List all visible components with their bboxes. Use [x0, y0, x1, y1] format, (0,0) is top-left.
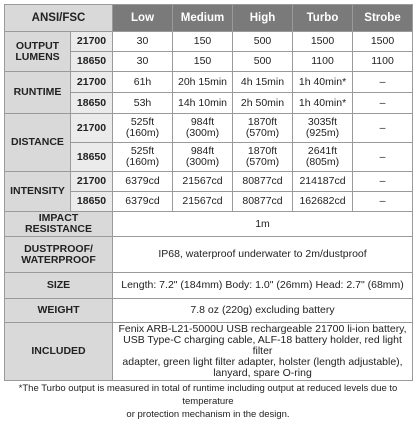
waterproof-value: IP68, waterproof underwater to 2m/dustproof	[113, 237, 413, 273]
distance-m: (570m)	[245, 127, 280, 139]
included-value	[113, 323, 413, 381]
distance-value	[113, 114, 173, 143]
runtime-value: 20h 15min	[173, 72, 233, 93]
battery-label: 21700	[71, 114, 113, 143]
header-corner: ANSI/FSC	[5, 5, 113, 32]
included-line: lanyard, spare O-ring	[213, 367, 312, 379]
distance-ft: 984ft	[190, 145, 215, 157]
distance-value	[293, 114, 353, 143]
battery-label: 18650	[71, 52, 113, 72]
weight-label: WEIGHT	[5, 299, 113, 323]
battery-label: 18650	[71, 192, 113, 212]
waterproof-label: DUSTPROOF/ WATERPROOF	[5, 237, 113, 273]
intensity-value: 80877cd	[233, 172, 293, 192]
distance-ft: –	[379, 150, 386, 163]
header-mode-low: Low	[113, 5, 173, 32]
runtime-value: –	[353, 93, 413, 114]
header-mode-strobe: Strobe	[353, 5, 413, 32]
distance-m: (160m)	[125, 127, 160, 139]
included-line: USB Type-C charging cable, ALF-18 battery holder, red light filter	[123, 334, 402, 357]
intensity-value: 21567cd	[173, 172, 233, 192]
distance-m: (160m)	[125, 156, 160, 168]
battery-label: 18650	[71, 93, 113, 114]
lumens-row-21700	[5, 32, 413, 52]
waterproof-row	[5, 237, 413, 273]
impact-label: IMPACT RESISTANCE	[5, 212, 113, 237]
intensity-value: –	[353, 192, 413, 212]
lumens-value: 30	[113, 32, 173, 52]
intensity-value: 214187cd	[293, 172, 353, 192]
lumens-value: 30	[113, 52, 173, 72]
weight-row	[5, 299, 413, 323]
distance-value	[173, 114, 233, 143]
distance-m: (570m)	[245, 156, 280, 168]
header-mode-medium: Medium	[173, 5, 233, 32]
distance-ft: 1870ft	[247, 116, 278, 128]
intensity-value: 162682cd	[293, 192, 353, 212]
lumens-value: 500	[233, 32, 293, 52]
intensity-label: INTENSITY	[5, 172, 71, 212]
runtime-value: –	[353, 72, 413, 93]
battery-label: 18650	[71, 143, 113, 172]
lumens-label: OUTPUT LUMENS	[5, 32, 71, 72]
distance-ft: –	[379, 121, 386, 134]
spec-table	[4, 4, 413, 381]
runtime-value: 2h 50min	[233, 93, 293, 114]
distance-m: (805m)	[305, 156, 340, 168]
included-label: INCLUDED	[5, 323, 113, 381]
distance-ft: 525ft	[130, 116, 155, 128]
runtime-value: 53h	[113, 93, 173, 114]
distance-value	[113, 143, 173, 172]
distance-value	[353, 143, 413, 172]
impact-row	[5, 212, 413, 237]
header-mode-turbo: Turbo	[293, 5, 353, 32]
distance-row-21700	[5, 114, 413, 143]
header-row	[5, 5, 413, 32]
intensity-value: –	[353, 172, 413, 192]
included-line: Fenix ARB-L21-5000U USB rechargeable 21700 li-ion battery,	[118, 323, 407, 335]
included-line: adapter, green light filter adapter, holster (length adjustable),	[122, 356, 403, 368]
included-row	[5, 323, 413, 381]
battery-label: 21700	[71, 72, 113, 93]
runtime-value: 1h 40min*	[293, 72, 353, 93]
size-label: SIZE	[5, 273, 113, 299]
distance-value	[293, 143, 353, 172]
distance-ft: 525ft	[130, 145, 155, 157]
lumens-value: 1500	[293, 32, 353, 52]
distance-value	[233, 114, 293, 143]
distance-value	[173, 143, 233, 172]
intensity-value: 6379cd	[113, 192, 173, 212]
weight-value: 7.8 oz (220g) excluding battery	[113, 299, 413, 323]
intensity-value: 80877cd	[233, 192, 293, 212]
runtime-row-21700	[5, 72, 413, 93]
lumens-value: 1100	[353, 52, 413, 72]
header-mode-high: High	[233, 5, 293, 32]
footnote-line: or protection mechanism in the design.	[126, 409, 290, 420]
lumens-value: 500	[233, 52, 293, 72]
runtime-value: 1h 40min*	[293, 93, 353, 114]
distance-ft: 1870ft	[247, 145, 278, 157]
battery-label: 21700	[71, 172, 113, 192]
distance-value	[233, 143, 293, 172]
distance-ft: 3035ft	[307, 116, 338, 128]
distance-m: (300m)	[185, 156, 220, 168]
footnote	[4, 382, 412, 421]
distance-value	[353, 114, 413, 143]
size-row	[5, 273, 413, 299]
distance-m: (925m)	[305, 127, 340, 139]
distance-ft: 984ft	[190, 116, 215, 128]
footnote-line: *The Turbo output is measured in total of runtime including output at reduced levels due to temperature	[18, 383, 398, 407]
intensity-row-21700	[5, 172, 413, 192]
runtime-label: RUNTIME	[5, 72, 71, 114]
battery-label: 21700	[71, 32, 113, 52]
runtime-value: 61h	[113, 72, 173, 93]
lumens-value: 1500	[353, 32, 413, 52]
distance-ft: 2641ft	[307, 145, 338, 157]
size-value: Length: 7.2" (184mm) Body: 1.0" (26mm) Head: 2.7" (68mm)	[113, 273, 413, 299]
runtime-value: 14h 10min	[173, 93, 233, 114]
distance-label: DISTANCE	[5, 114, 71, 172]
intensity-value: 21567cd	[173, 192, 233, 212]
lumens-value: 1100	[293, 52, 353, 72]
impact-value: 1m	[113, 212, 413, 237]
intensity-value: 6379cd	[113, 172, 173, 192]
runtime-value: 4h 15min	[233, 72, 293, 93]
lumens-value: 150	[173, 52, 233, 72]
lumens-value: 150	[173, 32, 233, 52]
distance-m: (300m)	[185, 127, 220, 139]
